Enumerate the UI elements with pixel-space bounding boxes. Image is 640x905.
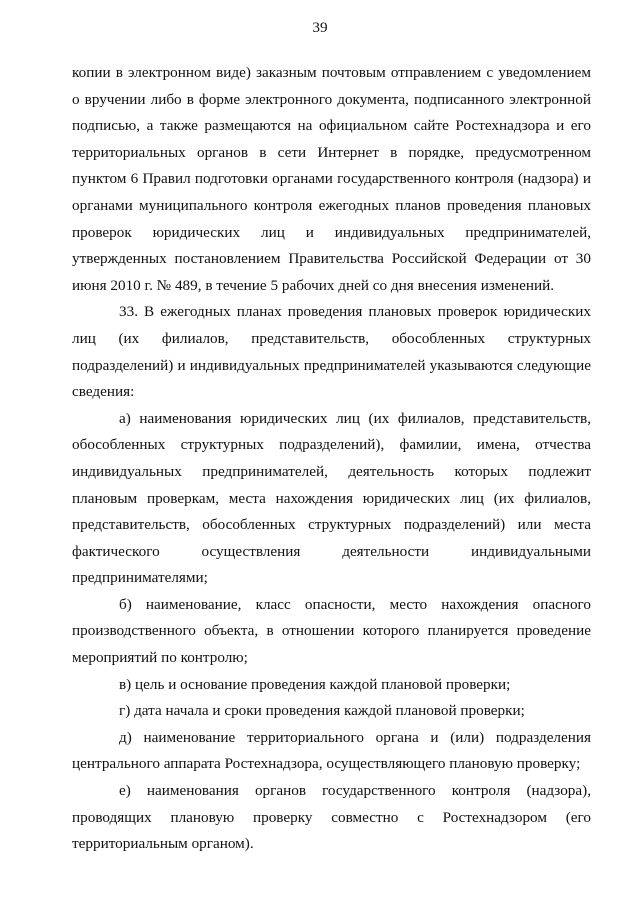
paragraph-item-b: б) наименование, класс опасности, место нахождения опасного производственного объекта, в отношении которого планируется проведение мероприятий по контролю; bbox=[72, 595, 591, 667]
paragraph-continuation: копии в электронном виде) заказным почтовым отправлением с уведомлением о вручении либо в форме электронного документа, подписанного электронной подписью, а также размещаются на официальном сайте Ростехнадзора и его территориальных органов в сети Интернет в порядке, предусмотренном пунктом 6 Правил подготовки органами государственного контроля (надзора) и органами муниципального контроля ежегодных планов проведения плановых проверок юридических лиц и индивидуальных предпринимателей, утвержденных постановлением Правительства Российской Федерации от 30 июня 2010 г. № 489, в течение 5 рабочих дней со дня внесения изменений. bbox=[72, 64, 591, 294]
paragraph-item-e: е) наименования органов государственного контроля (надзора), проводящих плановую проверку совместно с Ростехнадзором (его территориальным органом). bbox=[72, 782, 591, 853]
paragraph-item-a: а) наименования юридических лиц (их филиалов, представительств, обособленных структурных подразделений), фамилии, имена, отчества индивидуальных предпринимателей, деятельность которых подлежит плановым проверкам, места нахождения юридических лиц (их филиалов, представительств, обособленных структурных подразделений) или места фактического осуществления деятельности индивидуальными предпринимателями; bbox=[72, 409, 591, 587]
page-number: 39 bbox=[312, 19, 328, 36]
paragraph-item-d: д) наименование территориального органа и (или) подразделения центрального аппарата Ростехнадзора, осуществляющего плановую проверку; bbox=[72, 728, 591, 773]
paragraph-item-g: г) дата начала и сроки проведения каждой плановой проверки; bbox=[119, 702, 525, 720]
paragraph-item-v: в) цель и основание проведения каждой плановой проверки; bbox=[119, 675, 511, 693]
document-body bbox=[72, 60, 591, 858]
paragraph-clause-33: 33. В ежегодных планах проведения плановых проверок юридических лиц (их филиалов, представительств, обособленных структурных подразделений) и индивидуальных предпринимателей указываются следующие сведения: bbox=[72, 303, 591, 401]
